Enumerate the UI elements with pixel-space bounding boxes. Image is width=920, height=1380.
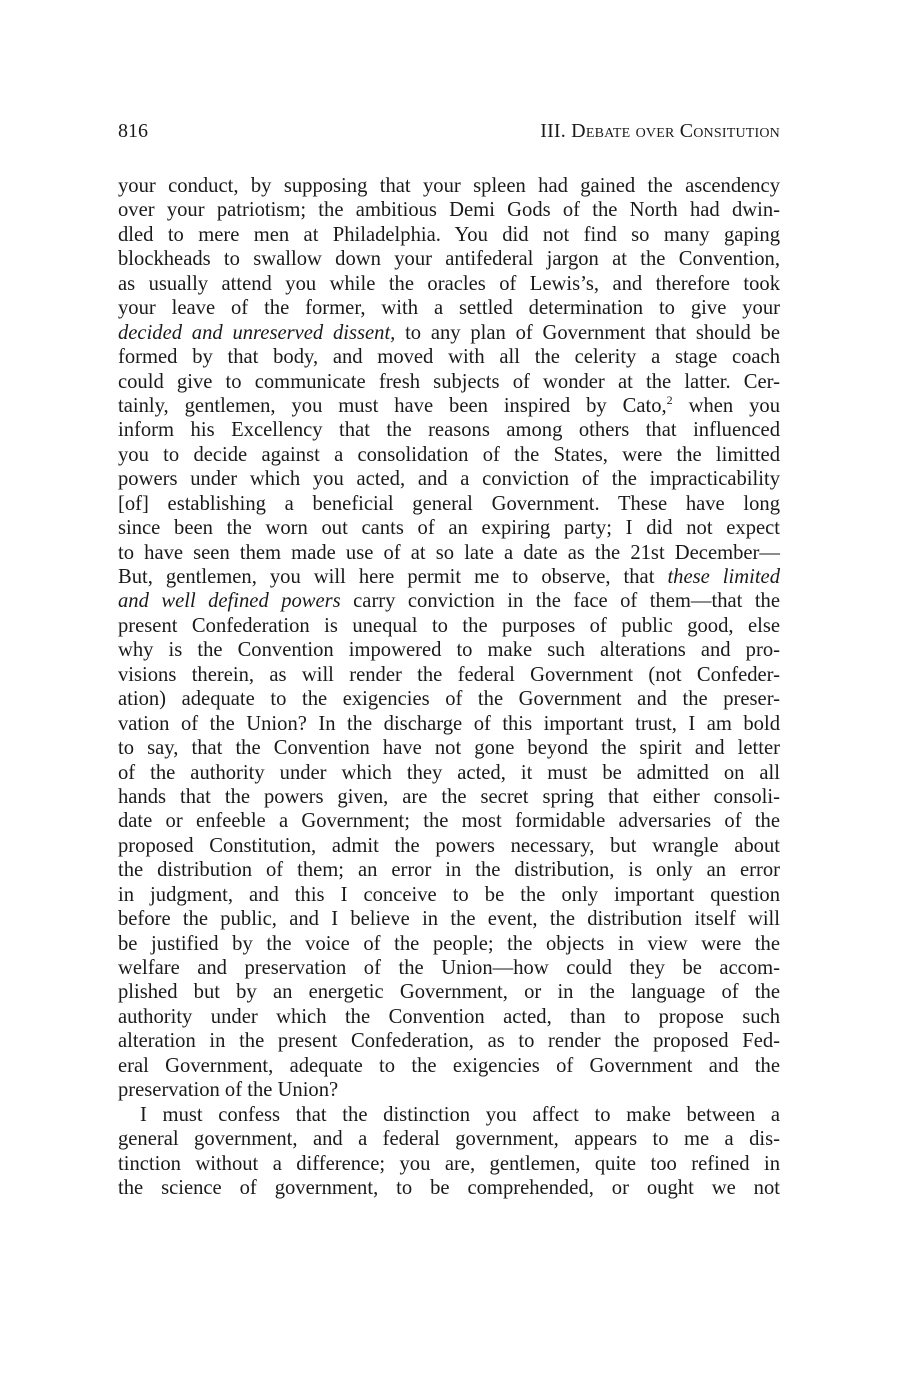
text-line: tinction without a difference; you are, gentlemen, quite too refined in	[118, 1152, 780, 1175]
text-line: before the public, and I believe in the event, the distribution itself will	[118, 908, 780, 931]
book-page	[118, 120, 780, 1200]
text-line: I must confess that the distinction you affect to make between a	[140, 1103, 780, 1126]
text-line: to have seen them made use of at so late a date as the 21st December—	[118, 541, 780, 564]
text-line: your conduct, by supposing that your spleen had gained the ascendency	[118, 175, 780, 197]
text-line: proposed Constitution, admit the powers necessary, but wrangle about	[118, 834, 780, 857]
text-line: alteration in the present Confederation, as to render the proposed Fed-	[118, 1030, 780, 1053]
paragraph-2	[118, 1103, 780, 1201]
running-head	[118, 120, 780, 148]
text-line: in judgment, and this I conceive to be the only important question	[118, 883, 780, 906]
text-line: plished but by an energetic Government, or in the language of the	[118, 981, 780, 1004]
body-text	[118, 174, 780, 1200]
text-line: of the authority under which they acted, it must be admitted on all	[118, 761, 780, 784]
text-line: hands that the powers given, are the secret spring that either consoli-	[118, 785, 780, 808]
text-run: But, gentlemen, you will here permit me to observe, that	[118, 566, 668, 588]
paragraph-1	[118, 174, 780, 1103]
text-line: to say, that the Convention have not gone beyond the spirit and letter	[118, 737, 780, 760]
text-line	[118, 589, 780, 613]
text-run: tainly, gentlemen, you must have been inspired by Cato,	[118, 394, 667, 417]
page-number: 816	[118, 120, 148, 142]
text-line: as usually attend you while the oracles of Lewis’s, and therefore took	[118, 272, 780, 295]
text-line: you to decide against a consolidation of the States, were the limitted	[118, 443, 780, 466]
text-line	[118, 321, 780, 345]
footnote-marker: 2	[666, 392, 673, 407]
text-line: blockheads to swallow down your antifederal jargon at the Convention,	[118, 248, 780, 271]
text-line: inform his Excellency that the reasons among others that influenced	[118, 419, 780, 442]
text-line: why is the Convention impowered to make such alterations and pro-	[118, 639, 780, 662]
text-line: formed by that body, and moved with all the celerity a stage coach	[118, 346, 780, 369]
text-line: welfare and preservation of the Union—how could they be accom-	[118, 957, 780, 979]
italic-phrase: and well defined powers	[118, 590, 341, 613]
text-line: eral Government, adequate to the exigencies of Government and the	[118, 1054, 780, 1077]
text-line: date or enfeeble a Government; the most formidable adversaries of the	[118, 810, 780, 833]
text-run: when you	[672, 394, 781, 417]
text-line: dled to mere men at Philadelphia. You did not find so many gaping	[118, 223, 780, 246]
text-line: vation of the Union? In the discharge of this important trust, I am bold	[118, 712, 780, 735]
text-line: be justified by the voice of the people; the objects in view were the	[118, 932, 780, 955]
text-run: carry conviction in the face of them—that the	[340, 590, 780, 613]
text-line: ation) adequate to the exigencies of the Government and the preser-	[118, 688, 780, 711]
running-title: III. Debate over Consitution	[540, 120, 780, 142]
text-line	[118, 565, 780, 589]
text-line: authority under which the Convention acted, than to propose such	[118, 1005, 780, 1028]
italic-phrase: these limited	[667, 566, 780, 588]
text-run: to any plan of Government that should be	[395, 321, 780, 344]
text-line: the distribution of them; an error in the distribution, is only an error	[118, 859, 780, 882]
text-line: preservation of the Union?	[118, 1079, 339, 1102]
text-line: could give to communicate fresh subjects of wonder at the latter. Cer-	[118, 370, 780, 393]
text-line: visions therein, as will render the federal Government (not Confeder-	[118, 663, 780, 686]
text-line: general government, and a federal government, appears to me a dis-	[118, 1128, 780, 1151]
italic-phrase: decided and unreserved dissent,	[118, 321, 396, 344]
text-line: present Confederation is unequal to the purposes of public good, else	[118, 614, 780, 637]
text-line: [of] establishing a beneficial general Government. These have long	[118, 492, 780, 515]
text-line: over your patriotism; the ambitious Demi Gods of the North had dwin-	[118, 199, 780, 222]
text-line: your leave of the former, with a settled determination to give your	[118, 297, 780, 320]
text-line	[118, 394, 780, 418]
text-line: the science of government, to be comprehended, or ought we not	[118, 1176, 780, 1199]
text-line: powers under which you acted, and a conviction of the impracticability	[118, 468, 780, 491]
text-line: since been the worn out cants of an expiring party; I did not expect	[118, 517, 780, 540]
